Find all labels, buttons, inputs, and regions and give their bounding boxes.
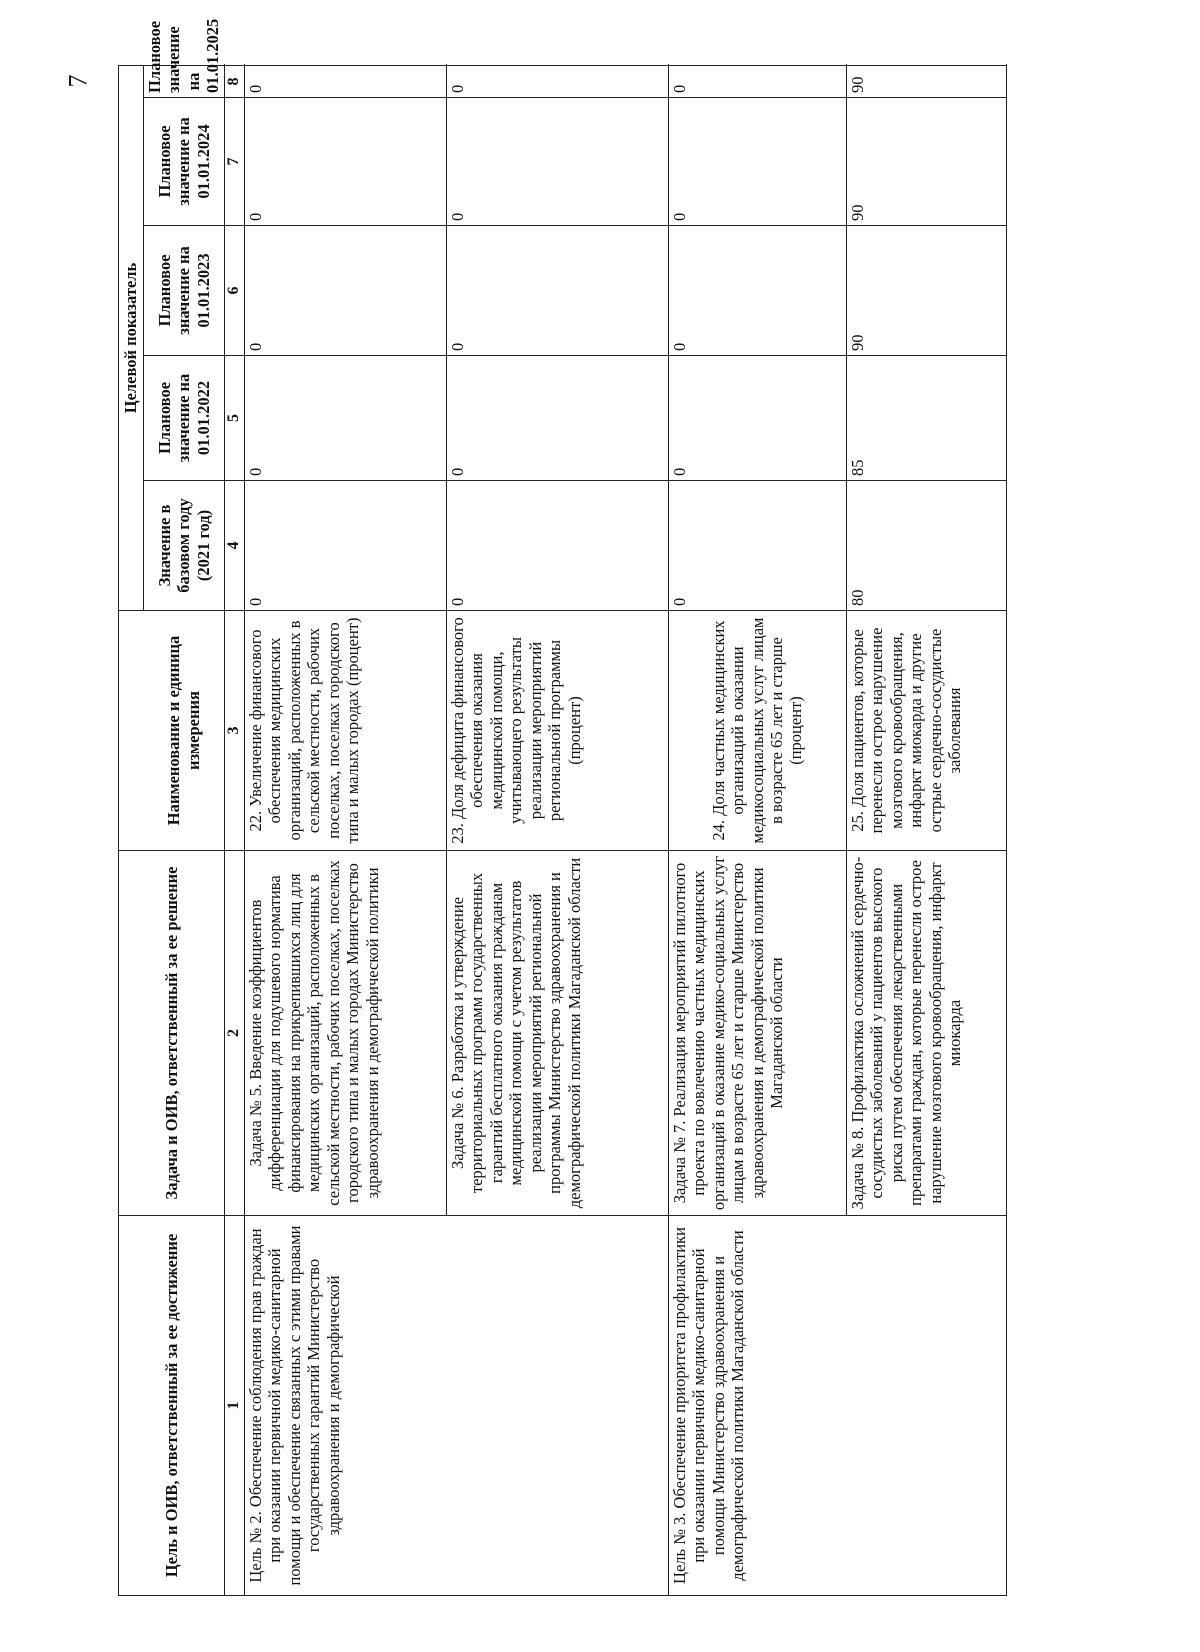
value-2022: 0 xyxy=(668,356,846,481)
value-2024: 0 xyxy=(446,98,668,226)
value-2021: 0 xyxy=(244,481,446,611)
task-cell: Задача № 6. Разработка и утверждение территориальных программ государственных гарантий бесплатного оказания гражданам медицинской помощи с учетом результатов реализации мероприятий региональной программы Министерство здравоохранения и демографической политики Магаданской области xyxy=(446,851,668,1216)
header-indicator-group: Целевой показатель xyxy=(119,65,144,610)
indicator-cell: 22. Увеличение финансового обеспечения медицинских организаций, расположенных в сельской местности, рабочих поселках, поселках городского типа и малых городах (процент) xyxy=(244,611,446,851)
page-number: 7 xyxy=(63,74,93,88)
index-cell: 4 xyxy=(224,481,244,611)
indicator-cell: 25. Доля пациентов, которые перенесли острое нарушение мозгового кровообращения, инфаркт миокарда и другие острые сердечно-сосудистые заболевания xyxy=(846,611,1006,851)
table-row xyxy=(244,65,446,1595)
value-2024: 90 xyxy=(846,98,1006,226)
task-cell: Задача № 7. Реализация мероприятий пилотного проекта по вовлечению частных медицинских организаций в оказание медико-социальных услуг лицам в возрасте 65 лет и старше Министерство здравоохранения и демографической политики Магаданской области xyxy=(668,851,846,1216)
index-cell: 2 xyxy=(224,851,244,1216)
value-2024: 0 xyxy=(244,98,446,226)
value-2025: 90 xyxy=(846,65,1006,97)
index-cell: 7 xyxy=(224,98,244,226)
value-2022: 85 xyxy=(846,356,1006,481)
value-2025: 0 xyxy=(446,65,668,97)
task-cell: Задача № 5. Введение коэффициентов дифференциации для подушевого норматива финансирования на прикрепившихся лиц для медицинских организаций, расположенных в сельской местности, рабочих поселках, поселках городского типа и малых городах Министерство здравоохранения и демографической политики xyxy=(244,851,446,1216)
value-2022: 0 xyxy=(446,356,668,481)
header-plan-2025: Плановое значение на 01.01.2025 xyxy=(144,65,225,97)
index-cell: 1 xyxy=(224,1216,244,1596)
header-base-year: Значение в базовом году (2021 год) xyxy=(144,481,225,611)
value-2021: 0 xyxy=(668,481,846,611)
value-2023: 0 xyxy=(446,226,668,356)
goal-2-cell: Цель № 2. Обеспечение соблюдения прав граждан при оказании первичной медико-санитарной помощи и обеспечение связанных с этими правами государственных гарантий Министерство здравоохранения и демографической xyxy=(244,1216,668,1596)
header-goal: Цель и ОИВ, ответственный за ее достижение xyxy=(119,1216,225,1596)
value-2025: 0 xyxy=(244,65,446,97)
rotated-table-sheet xyxy=(118,18,1088,1596)
target-indicators-table xyxy=(118,18,1007,1596)
index-cell: 8 xyxy=(224,65,244,97)
value-2023: 0 xyxy=(244,226,446,356)
value-2023: 0 xyxy=(668,226,846,356)
value-2024: 0 xyxy=(668,98,846,226)
value-2022: 0 xyxy=(244,356,446,481)
task-cell: Задача № 8. Профилактика осложнений сердечно-сосудистых заболеваний у пациентов высокого риска путем обеспечения лекарственными препаратами граждан, которые перенесли острое нарушение мозгового кровообращения, инфаркт миокарда xyxy=(846,851,1006,1216)
header-plan-2023: Плановое значение на 01.01.2023 xyxy=(144,226,225,356)
index-cell: 3 xyxy=(224,611,244,851)
header-task: Задача и ОИВ, ответственный за ее решение xyxy=(119,851,225,1216)
index-cell: 5 xyxy=(224,356,244,481)
column-index-row xyxy=(224,65,244,1595)
value-2021: 0 xyxy=(446,481,668,611)
header-plan-2022: Плановое значение на 01.01.2022 xyxy=(144,356,225,481)
header-indicator-name: Наименование и единица измерения xyxy=(144,611,225,851)
value-2023: 90 xyxy=(846,226,1006,356)
table-row xyxy=(668,65,846,1595)
goal-3-cell: Цель № 3. Обеспечение приоритета профилактики при оказании первичной медико-санитарной помощи Министерство здравоохранения и демографической политики Магаданской области xyxy=(668,1216,1006,1596)
value-2025: 0 xyxy=(668,65,846,97)
indicator-cell: 24. Доля частных медицинских организаций в оказании медикосоциальных услуг лицам в возрасте 65 лет и старше (процент) xyxy=(668,611,846,851)
header-plan-2024: Плановое значение на 01.01.2024 xyxy=(144,98,225,226)
index-cell: 6 xyxy=(224,226,244,356)
indicator-cell: 23. Доля дефицита финансового обеспечения оказания медицинской помощи, учитывающего результаты реализации мероприятий региональной программы (процент) xyxy=(446,611,668,851)
value-2021: 80 xyxy=(846,481,1006,611)
